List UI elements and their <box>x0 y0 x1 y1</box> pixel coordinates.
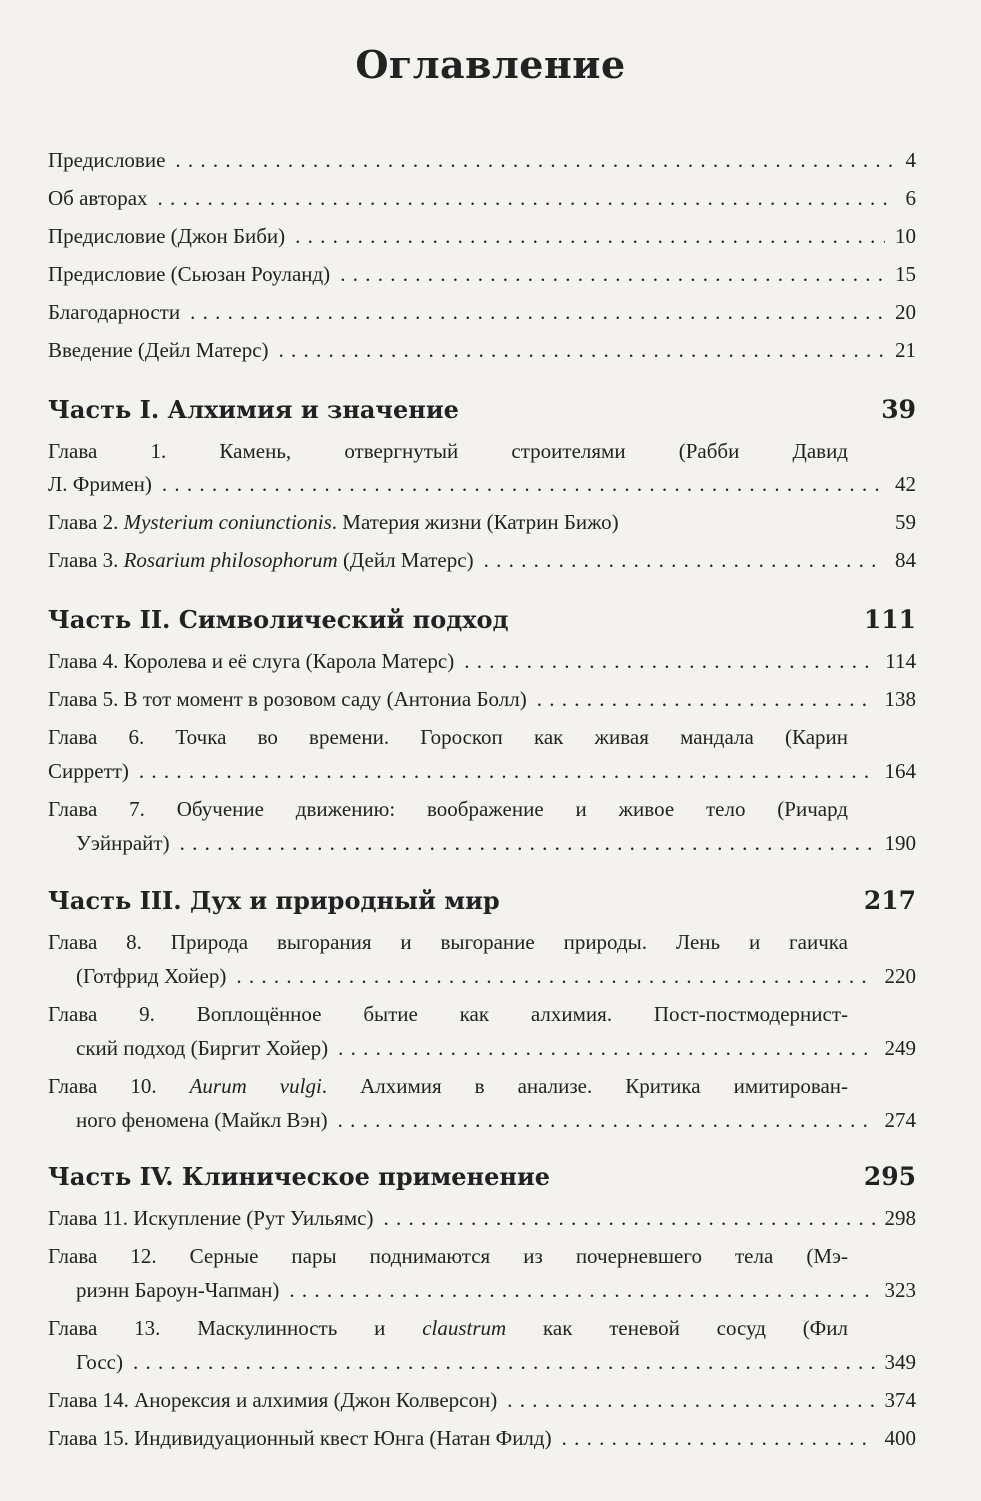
entry-page: 10 <box>895 224 916 248</box>
label-part: Глава 13. Маскулинность и <box>48 1316 423 1340</box>
entry-label: ский подход (Биргит Хойер) <box>76 1036 329 1060</box>
page-title: Оглавление <box>355 42 626 87</box>
part-label: Часть IV. Клиническое применение <box>48 1162 551 1191</box>
entry-label: ного феномена (Майкл Вэн) <box>76 1108 328 1132</box>
entry-label: Л. Фримен) <box>48 472 152 496</box>
entry-label: риэнн Бароун-Чапман) <box>76 1278 280 1302</box>
part-label: Часть II. Символический подход <box>48 605 509 634</box>
entry-label: Глава 14. Анорексия и алхимия (Джон Колверсон) <box>48 1388 498 1412</box>
leader-dots <box>279 336 885 364</box>
label-part: Глава 10. <box>48 1074 190 1098</box>
toc-entry <box>48 962 916 990</box>
entry-label: Глава 5. В тот момент в розовом саду (Антониа Болл) <box>48 687 527 711</box>
part-page: 111 <box>863 605 916 634</box>
label-part: (Дейл Матерс) <box>337 548 474 572</box>
toc-entry <box>48 1348 916 1376</box>
part-label: Часть I. Алхимия и значение <box>48 395 459 424</box>
toc-entry <box>48 1106 916 1134</box>
entry-label: Предисловие <box>48 148 166 172</box>
entry-label: Об авторах <box>48 186 148 210</box>
entry-label: Введение (Дейл Матерс) <box>48 338 269 362</box>
toc-entry <box>48 260 916 288</box>
part-heading <box>48 395 916 425</box>
entry-page: 349 <box>884 1350 916 1374</box>
entry-label: Глава 4. Королева и её слуга (Карола Матерс) <box>48 649 455 673</box>
toc-entry <box>48 1204 916 1232</box>
label-italic: Mysterium coniunctionis <box>123 510 332 534</box>
leader-dots <box>507 1386 874 1414</box>
toc-entry <box>48 470 916 498</box>
leader-dots <box>180 829 875 857</box>
entry-page: 164 <box>884 759 916 783</box>
leader-dots <box>484 546 885 574</box>
chapter-line <box>48 1314 848 1342</box>
toc-entry <box>48 829 916 857</box>
part-label: Часть III. Дух и природный мир <box>48 886 500 915</box>
leader-dots <box>295 222 885 250</box>
leader-dots <box>236 962 874 990</box>
entry-page: 20 <box>895 300 916 324</box>
label-part: . Материя жизни (Катрин Бижо) <box>331 510 619 534</box>
label-italic: Rosarium philosophorum <box>123 548 338 572</box>
entry-page: 84 <box>895 548 916 572</box>
label-part: как теневой сосуд (Фил <box>506 1316 848 1340</box>
entry-page: 15 <box>895 262 916 286</box>
entry-label: Глава 15. Индивидуационный квест Юнга (Натан Филд) <box>48 1426 552 1450</box>
chapter-line: Глава 9. Воплощённое бытие как алхимия. Пост-постмодернист- <box>48 1002 848 1026</box>
toc-entry <box>48 298 916 326</box>
leader-dots <box>289 1276 874 1304</box>
label-italic: Aurum vulgi <box>189 1074 322 1098</box>
entry-page: 4 <box>905 148 916 172</box>
toc-entry <box>48 146 916 174</box>
toc-entry <box>48 184 916 212</box>
toc-entry <box>48 1034 916 1062</box>
toc-entry <box>48 336 916 364</box>
entry-label <box>48 546 474 574</box>
entry-page: 298 <box>884 1206 916 1230</box>
entry-page: 190 <box>884 831 916 855</box>
leader-dots <box>175 146 895 174</box>
entry-page: 400 <box>884 1426 916 1450</box>
leader-dots <box>338 1106 875 1134</box>
toc-entry <box>48 1386 916 1414</box>
leader-dots <box>139 757 875 785</box>
entry-page: 6 <box>905 186 916 210</box>
leader-dots <box>562 1424 875 1452</box>
toc-entry <box>48 222 916 250</box>
leader-dots <box>464 647 875 675</box>
leader-dots <box>158 184 896 212</box>
label-part: Глава 2. <box>48 510 124 534</box>
entry-page: 138 <box>884 687 916 711</box>
entry-page: 21 <box>895 338 916 362</box>
toc-entry <box>48 685 916 713</box>
leader-dots <box>537 685 875 713</box>
entry-page: 114 <box>885 649 916 673</box>
chapter-line: Глава 8. Природа выгорания и выгорание природы. Лень и гаичка <box>48 930 848 954</box>
label-italic: claustrum <box>422 1316 507 1340</box>
entry-label: Глава 11. Искупление (Рут Уильямс) <box>48 1206 374 1230</box>
chapter-line: Глава 12. Серные пары поднимаются из почерневшего тела (Мэ- <box>48 1244 848 1268</box>
toc-entry <box>48 1424 916 1452</box>
chapter-line <box>48 1072 848 1100</box>
leader-dots <box>338 1034 874 1062</box>
label-part: . Алхимия в анализе. Критика имитирован- <box>321 1074 849 1098</box>
entry-label: Предисловие (Джон Биби) <box>48 224 286 248</box>
entry-page: 323 <box>884 1278 916 1302</box>
label-part: Глава 3. <box>48 548 124 572</box>
toc-entry <box>48 1276 916 1304</box>
chapter-line: Глава 7. Обучение движению: воображение и живое тело (Ричард <box>48 797 848 821</box>
entry-label: Благодарности <box>48 300 181 324</box>
toc-entry <box>48 508 916 536</box>
entry-label: Сирретт) <box>48 759 129 783</box>
leader-dots <box>162 470 885 498</box>
part-heading <box>48 1162 916 1192</box>
entry-page: 249 <box>884 1036 916 1060</box>
part-heading <box>48 605 916 635</box>
leader-dots <box>383 1204 874 1232</box>
toc-entry <box>48 757 916 785</box>
part-page: 39 <box>881 395 916 424</box>
entry-label <box>48 508 619 536</box>
toc-entry <box>48 647 916 675</box>
entry-page: 59 <box>895 510 916 534</box>
entry-page: 374 <box>884 1388 916 1412</box>
entry-page: 274 <box>884 1108 916 1132</box>
chapter-line: Глава 1. Камень, отвергнутый строителями (Рабби Давид <box>48 439 848 463</box>
chapter-line: Глава 6. Точка во времени. Гороскоп как живая мандала (Карин <box>48 725 848 749</box>
leader-dots <box>340 260 885 288</box>
entry-page: 42 <box>895 472 916 496</box>
entry-label: Госс) <box>76 1350 123 1374</box>
leader-dots <box>133 1348 875 1376</box>
entry-label: (Готфрид Хойер) <box>76 964 227 988</box>
toc-entry <box>48 546 916 574</box>
entry-label: Уэйнрайт) <box>76 831 170 855</box>
entry-label: Предисловие (Сьюзан Роуланд) <box>48 262 331 286</box>
part-heading <box>48 886 916 916</box>
part-page: 295 <box>863 1162 916 1191</box>
part-page: 217 <box>863 886 916 915</box>
leader-dots <box>190 298 885 326</box>
entry-page: 220 <box>884 964 916 988</box>
